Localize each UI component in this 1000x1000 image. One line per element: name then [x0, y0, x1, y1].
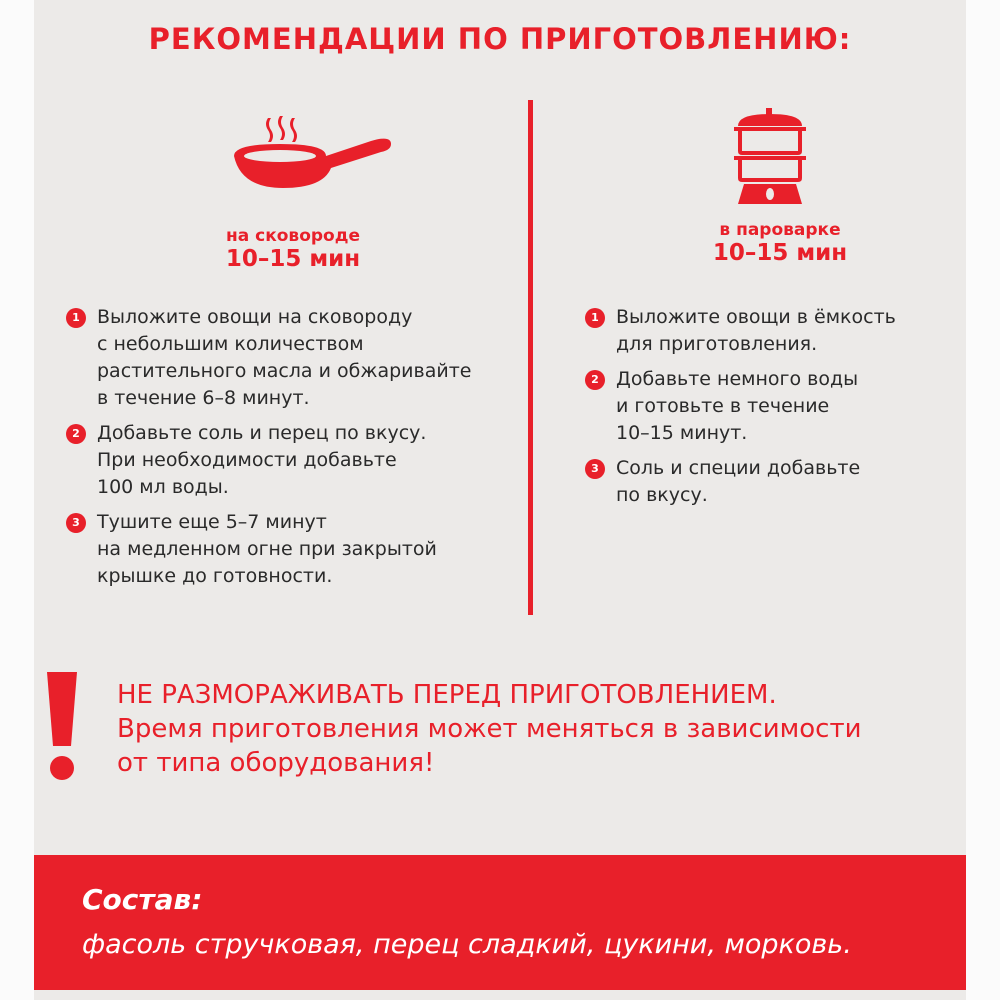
composition-text: фасоль стручковая, перец сладкий, цукини, морковь.	[82, 929, 852, 960]
step-item	[72, 420, 471, 501]
step-text-line: растительного масла и обжаривайте	[97, 360, 472, 382]
step-item	[591, 366, 896, 447]
step-number-badge: 1	[66, 308, 86, 328]
step-number-badge: 2	[585, 370, 605, 390]
step-text-line: 10–15 минут.	[616, 422, 748, 444]
step-text-line: Выложите овощи в ёмкость	[616, 306, 896, 328]
warning-text	[117, 678, 862, 780]
steamer-method-label: в пароварке	[719, 220, 841, 240]
step-text-line: Добавьте соль и перец по вкусу.	[97, 422, 427, 444]
exclamation-icon	[45, 672, 79, 782]
step-text-line: 100 мл воды.	[97, 476, 229, 498]
step-text-line: Добавьте немного воды	[616, 368, 859, 390]
step-text-line: При необходимости добавьте	[97, 449, 397, 471]
warning-line: НЕ РАЗМОРАЖИВАТЬ ПЕРЕД ПРИГОТОВЛЕНИЕМ.	[117, 680, 777, 710]
warning-line: от типа оборудования!	[117, 748, 435, 778]
step-item	[72, 304, 472, 412]
pan-steps-list	[72, 304, 472, 598]
step-text-line: для приготовления.	[616, 333, 818, 355]
composition-heading: Состав:	[82, 883, 203, 916]
step-text-line: по вкусу.	[616, 484, 708, 506]
composition-band	[34, 855, 966, 990]
step-number-badge: 3	[585, 459, 605, 479]
step-text-line: в течение 6–8 минут.	[97, 387, 310, 409]
step-text-line: Соль и специи добавьте	[616, 457, 861, 479]
steamer-time: 10–15 мин	[712, 240, 848, 266]
steamer-icon	[730, 108, 810, 204]
step-text-line: и готовьте в течение	[616, 395, 830, 417]
frying-pan-icon	[230, 112, 395, 192]
step-text-line: с небольшим количеством	[97, 333, 364, 355]
step-number-badge: 3	[66, 513, 86, 533]
step-item	[591, 455, 896, 509]
column-divider	[528, 100, 533, 615]
step-text-line: Выложите овощи на сковороду	[97, 306, 413, 328]
warning-line: Время приготовления может меняться в зависимости	[117, 714, 862, 744]
page-title: РЕКОМЕНДАЦИИ ПО ПРИГОТОВЛЕНИЮ:	[148, 22, 852, 56]
step-text-line: Тушите еще 5–7 минут	[97, 511, 327, 533]
step-number-badge: 2	[66, 424, 86, 444]
steamer-steps-list	[591, 304, 896, 517]
pan-time: 10–15 мин	[225, 246, 361, 272]
step-text-line: крышке до готовности.	[97, 565, 333, 587]
step-item	[72, 509, 471, 590]
step-item	[591, 304, 896, 358]
step-number-badge: 1	[585, 308, 605, 328]
step-text-line: на медленном огне при закрытой	[97, 538, 437, 560]
pan-method-label: на сковороде	[226, 226, 360, 246]
